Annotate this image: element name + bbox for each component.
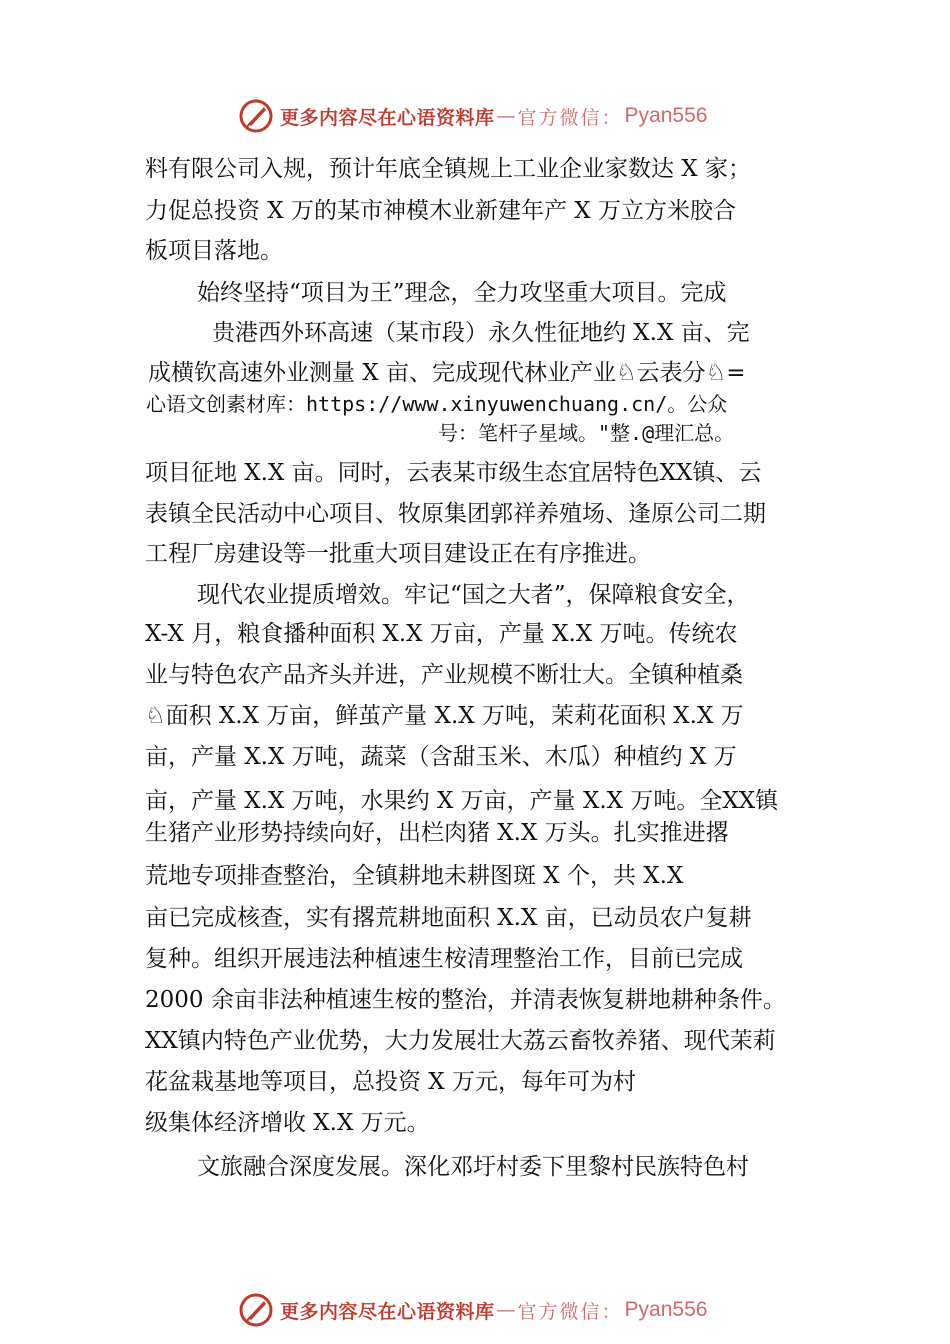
text-line: 复种。组织开展违法种植速生桉清理整治工作，目前已完成 <box>145 946 743 972</box>
text-line: 号：笔杆子星域。"整.@理汇总。 <box>438 421 735 445</box>
quill-seal-icon <box>238 98 274 134</box>
text-line: 现代农业提质增效。牢记“国之大者”，保障粮食安全， <box>197 582 750 608</box>
text-line: 文旅融合深度发展。深化邓圩村委下里黎村民族特色村 <box>197 1154 749 1180</box>
text-line: 级集体经济增收 X.X 万元。 <box>145 1110 430 1136</box>
text-line: 业与特色农产品齐头并进，产业规模不断壮大。全镇种植桑 <box>145 662 743 688</box>
header-watermark-banner <box>238 94 758 138</box>
text-line: ♘面积 X.X 万亩，鲜茧产量 X.X 万吨，茉莉花面积 X.X 万 <box>145 703 744 729</box>
banner-wechat-id: Pyan556 <box>624 1298 708 1321</box>
text-line: 料有限公司入规，预计年底全镇规上工业企业家数达 X 家； <box>145 156 751 182</box>
footer-watermark-banner <box>238 1288 758 1332</box>
text-line-url: 心语文创素材库：https://www.xinyuwenchuang.cn/。公众 <box>146 392 728 416</box>
text-line: 表镇全民活动中心项目、牧原集团郭祥养殖场、逢原公司二期 <box>145 501 766 527</box>
text-line: 项目征地 X.X 亩。同时，云表某市级生态宜居特色XX镇、云 <box>145 460 762 486</box>
text-line: 亩已完成核查，实有撂荒耕地面积 X.X 亩，已动员农户复耕 <box>145 905 752 931</box>
banner-brand-text: 更多内容尽在心语资料库 <box>280 1300 495 1323</box>
banner-dash: — <box>496 105 516 127</box>
text-line: X-X 月，粮食播种面积 X.X 万亩，产量 X.X 万吨。传统农 <box>145 621 738 647</box>
text-line: 2000 余亩非法种植速生桉的整治，并清表恢复耕地耕种条件。 <box>145 987 786 1013</box>
text-line: 生猪产业形势持续向好，出栏肉猪 X.X 万头。扎实推进撂 <box>145 820 729 846</box>
banner-wechat-label: 官方微信： <box>517 1300 623 1323</box>
text-line: 成横钦高速外业测量 X 亩、完成现代林业产业♘云表分♘= <box>148 360 746 386</box>
text-line: 贵港西外环高速（某市段）永久性征地约 X.X 亩、完 <box>212 320 750 346</box>
banner-dash: — <box>496 1299 516 1321</box>
text-line: 始终坚持“项目为王”理念，全力攻坚重大项目。完成 <box>197 280 727 306</box>
banner-brand-text: 更多内容尽在心语资料库 <box>280 106 495 129</box>
text-line: 板项目落地。 <box>145 238 283 264</box>
text-line: 荒地专项排查整治，全镇耕地未耕图斑 X 个，共 X.X <box>145 863 684 889</box>
banner-wechat-id: Pyan556 <box>624 104 708 127</box>
text-line: 亩，产量 X.X 万吨，水果约 X 万亩，产量 X.X 万吨。全XX镇 <box>145 788 779 814</box>
text-line: 花盆栽基地等项目，总投资 X 万元，每年可为村 <box>145 1069 636 1095</box>
text-line: 工程厂房建设等一批重大项目建设正在有序推进。 <box>145 541 651 567</box>
quill-seal-icon <box>238 1292 274 1328</box>
text-line: XX镇内特色产业优势，大力发展壮大荔云畜牧养猪、现代茉莉 <box>145 1028 776 1054</box>
text-line: 亩，产量 X.X 万吨，蔬菜（含甜玉米、木瓜）种植约 X 万 <box>145 744 737 770</box>
banner-wechat-label: 官方微信： <box>517 106 623 129</box>
text-line: 力促总投资 X 万的某市神模木业新建年产 X 万立方米胶合 <box>145 198 736 224</box>
